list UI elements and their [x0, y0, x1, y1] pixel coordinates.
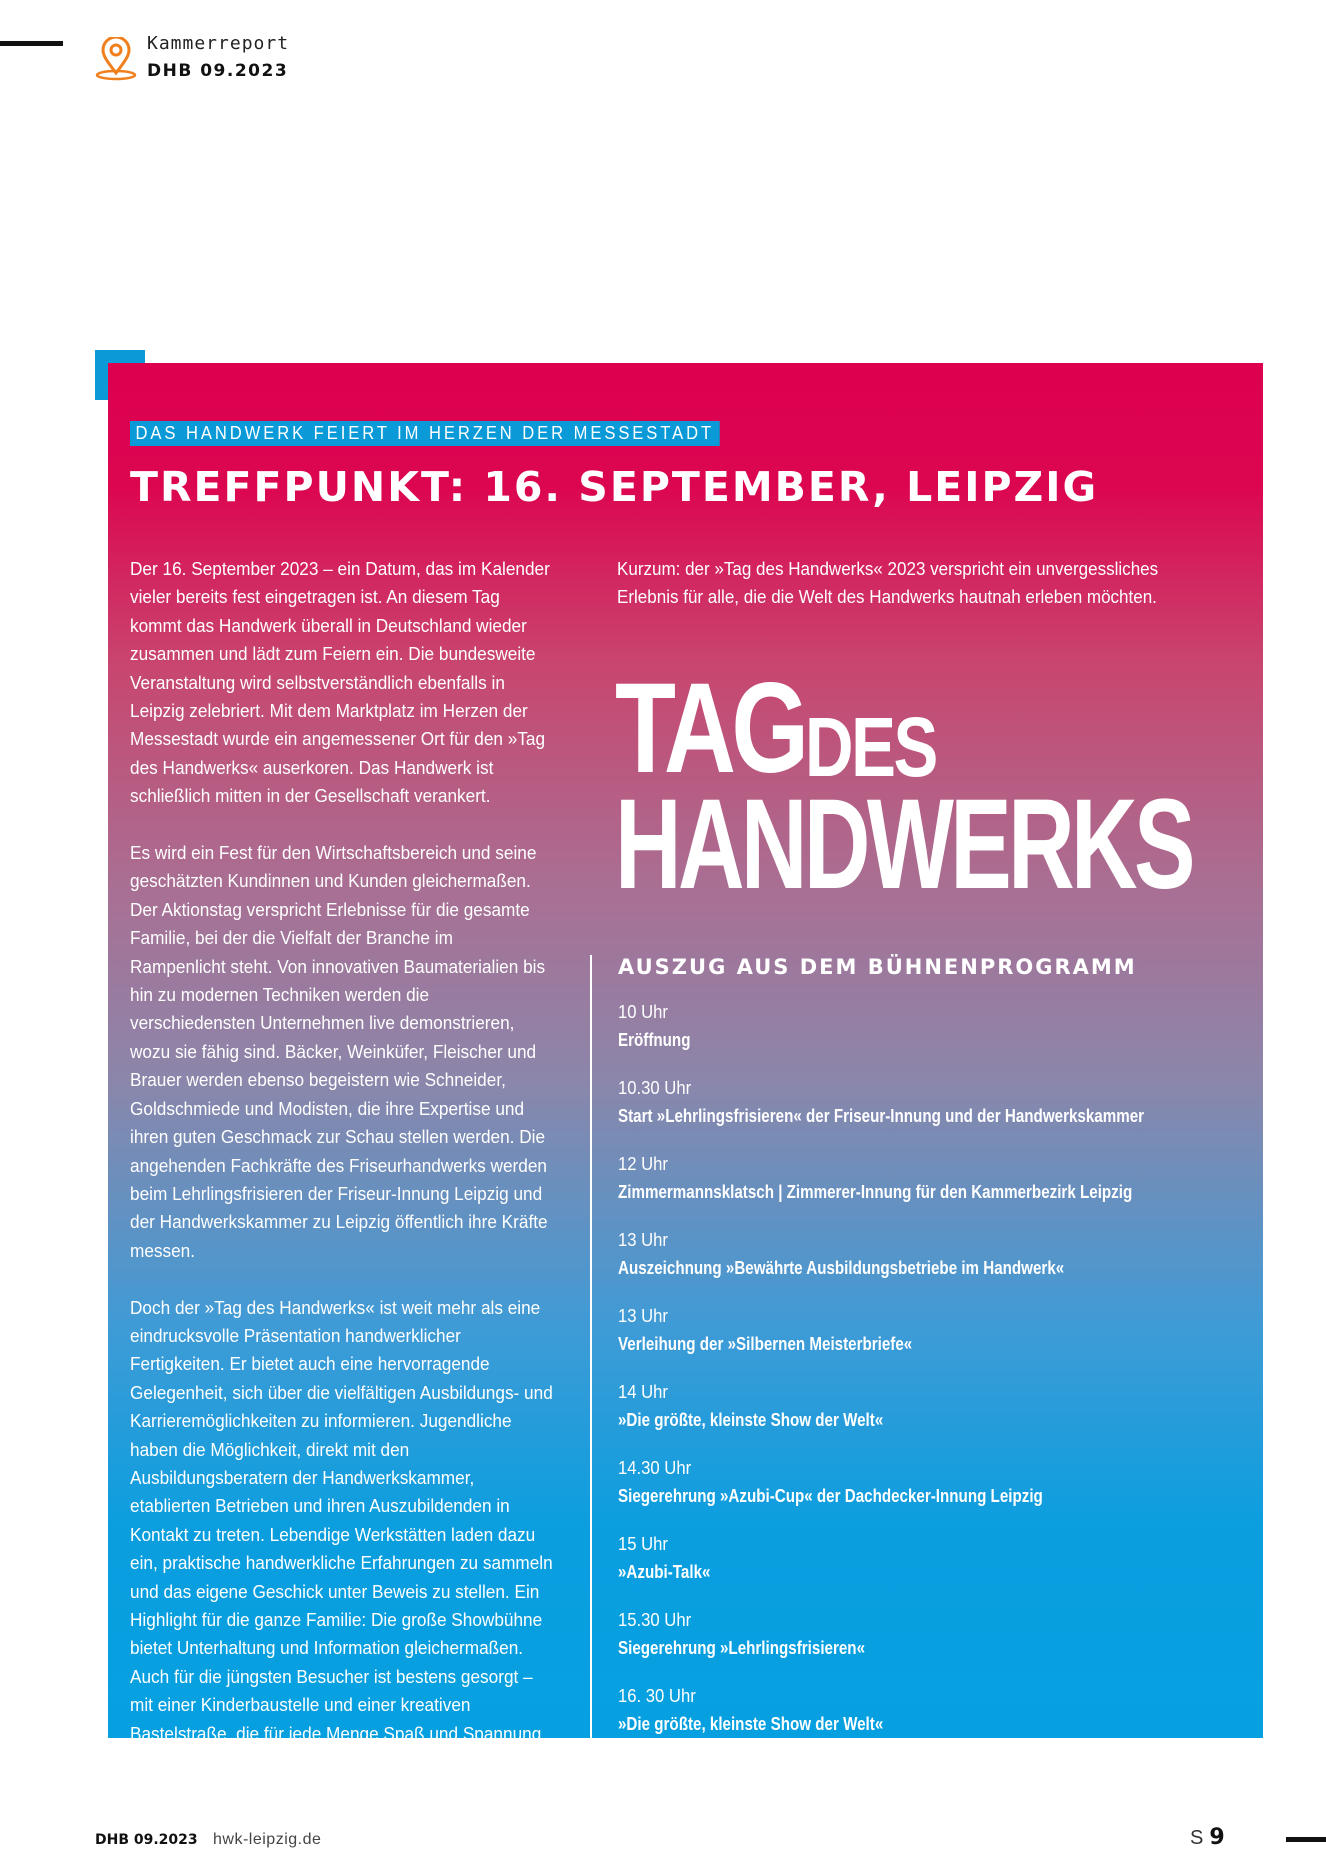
- footer-website[interactable]: hwk-leipzig.de: [213, 1831, 322, 1848]
- paragraph: Doch der »Tag des Handwerks« ist weit mehr als eine eindrucksvolle Präsentation handwerklicher Fertigkeiten. Er bietet auch eine hervorragende Gelegenheit, sich über die vielfältigen Ausbildungs- und Karrieremöglichkeiten zu informieren. Jugendliche haben die Möglichkeit, direkt mit den Ausbildungsberatern der Handwerkskammer, etablierten Betrieben und ihren Auszubildenden in Kontakt zu treten. Lebendige Werkstätten laden dazu ein, praktische handwerkliche Erfahrungen zu sammeln und das eigene Geschick unter Beweis zu stellen. Ein Highlight für die ganze Familie: Die große Showbühne bietet Unterhaltung und Information gleichermaßen. Auch für die jüngsten Besucher ist bestens gesorgt – mit einer Kinderbaustelle und einer kreativen Bastelstraße, die für jede Menge Spaß und Spannung sorgen werden.: [130, 1296, 553, 1773]
- logo-handwerks: HANDWERKS: [615, 773, 1192, 916]
- program-event: Siegerehrung »Lehrlingsfrisieren«: [618, 1637, 866, 1658]
- logo-tag: TAG: [615, 657, 805, 800]
- program-time: 14 Uhr: [618, 1381, 668, 1402]
- program-item: [618, 1226, 1258, 1302]
- program-event: Auszeichnung »Bewährte Ausbildungsbetriebe im Handwerk«: [618, 1257, 1065, 1278]
- logo-des: DES: [805, 700, 936, 794]
- program-item: [618, 1150, 1258, 1226]
- program-item: [618, 998, 1258, 1074]
- intro-right: Kurzum: der »Tag des Handwerks« 2023 verspricht ein unvergessliches Erlebnis für alle, die die Welt des Handwerks hautnah erleben möchten.: [617, 558, 1159, 608]
- page-value: 9: [1209, 1825, 1225, 1850]
- program-event: »Azubi-Talk«: [618, 1561, 711, 1582]
- program-item: [618, 1378, 1258, 1454]
- program-event: Eröffnung: [618, 1029, 691, 1050]
- section-label: Kammerreport: [147, 33, 290, 54]
- program-item: [618, 1530, 1258, 1606]
- program-event: »Die größte, kleinste Show der Welt«: [618, 1409, 884, 1430]
- decorative-rule: [1286, 1837, 1326, 1842]
- program-time: 14.30 Uhr: [618, 1457, 692, 1478]
- body-text: [130, 555, 553, 1805]
- program-item: [618, 1606, 1258, 1682]
- program-item: [618, 1302, 1258, 1378]
- program-event: Siegerehrung »Azubi-Cup« der Dachdecker-Innung Leipzig: [618, 1485, 1043, 1506]
- program-list: [618, 998, 1258, 1758]
- page-number: [1190, 1825, 1225, 1850]
- program-event: Zimmermannsklatsch | Zimmerer-Innung für den Kammerbezirk Leipzig: [618, 1181, 1133, 1202]
- program-event: »Die größte, kleinste Show der Welt«: [618, 1713, 884, 1734]
- program-time: 15.30 Uhr: [618, 1609, 692, 1630]
- program-title: AUSZUG AUS DEM BÜHNENPROGRAMM: [618, 955, 1137, 979]
- page-prefix: S: [1190, 1827, 1204, 1849]
- program-time: 13 Uhr: [618, 1229, 668, 1250]
- program-time: 15 Uhr: [618, 1533, 668, 1554]
- paragraph: Der 16. September 2023 – ein Datum, das im Kalender vieler bereits fest eingetragen ist. An diesem Tag kommt das Handwerk überall in Deutschland wieder zusammen und lädt zum Feiern ein. Die bundesweite Veranstaltung wird selbstverständlich ebenfalls in Leipzig zelebriert. Mit dem Marktplatz im Herzen der Messestadt wurde ein angemessener Ort für den »Tag des Handwerks« auserkoren. Das Handwerk ist schließlich mitten in der Gesellschaft verankert.: [130, 558, 550, 807]
- headline: TREFFPUNKT: 16. SEPTEMBER, LEIPZIG: [130, 463, 1099, 511]
- program-time: 16. 30 Uhr: [618, 1685, 696, 1706]
- event-logo: [615, 657, 1326, 916]
- program-time: 10 Uhr: [618, 1001, 668, 1022]
- program-event: Verleihung der »Silbernen Meisterbriefe«: [618, 1333, 913, 1354]
- kicker: DAS HANDWERK FEIERT IM HERZEN DER MESSESTADT: [130, 421, 720, 446]
- location-pin-icon: [95, 37, 137, 81]
- program-item: [618, 1454, 1258, 1530]
- column-divider: [590, 955, 592, 1738]
- decorative-rule: [0, 41, 63, 46]
- program-item: [618, 1074, 1258, 1150]
- paragraph: Es wird ein Fest für den Wirtschaftsbereich und seine geschätzten Kundinnen und Kunden gleichermaßen. Der Aktionstag verspricht Erlebnisse für die gesamte Familie, bei der die Vielfalt der Branche im Rampenlicht steht. Von innovativen Baumaterialien bis hin zu modernen Techniken werden die verschiedensten Unternehmen live demonstrieren, wozu sie fähig sind. Bäcker, Weinküfer, Fleischer und Brauer werden ebenso begeistern wie Schneider, Goldschmiede und Modisten, die ihre Expertise und ihren guten Geschmack zur Schau stellen werden. Die angehenden Fachkräfte des Friseurhandwerks werden beim Lehrlingsfrisieren der Friseur-Innung Leipzig und der Handwerkskammer zu Leipzig öffentlich ihre Kräfte messen.: [130, 842, 548, 1261]
- program-item: [618, 1682, 1258, 1758]
- program-event: Start »Lehrlingsfrisieren« der Friseur-Innung und der Handwerkskammer: [618, 1105, 1145, 1126]
- footer-issue: DHB 09.2023: [95, 1832, 198, 1848]
- program-time: 13 Uhr: [618, 1305, 668, 1326]
- issue-label: DHB 09.2023: [147, 61, 289, 81]
- program-time: 12 Uhr: [618, 1153, 668, 1174]
- program-time: 10.30 Uhr: [618, 1077, 692, 1098]
